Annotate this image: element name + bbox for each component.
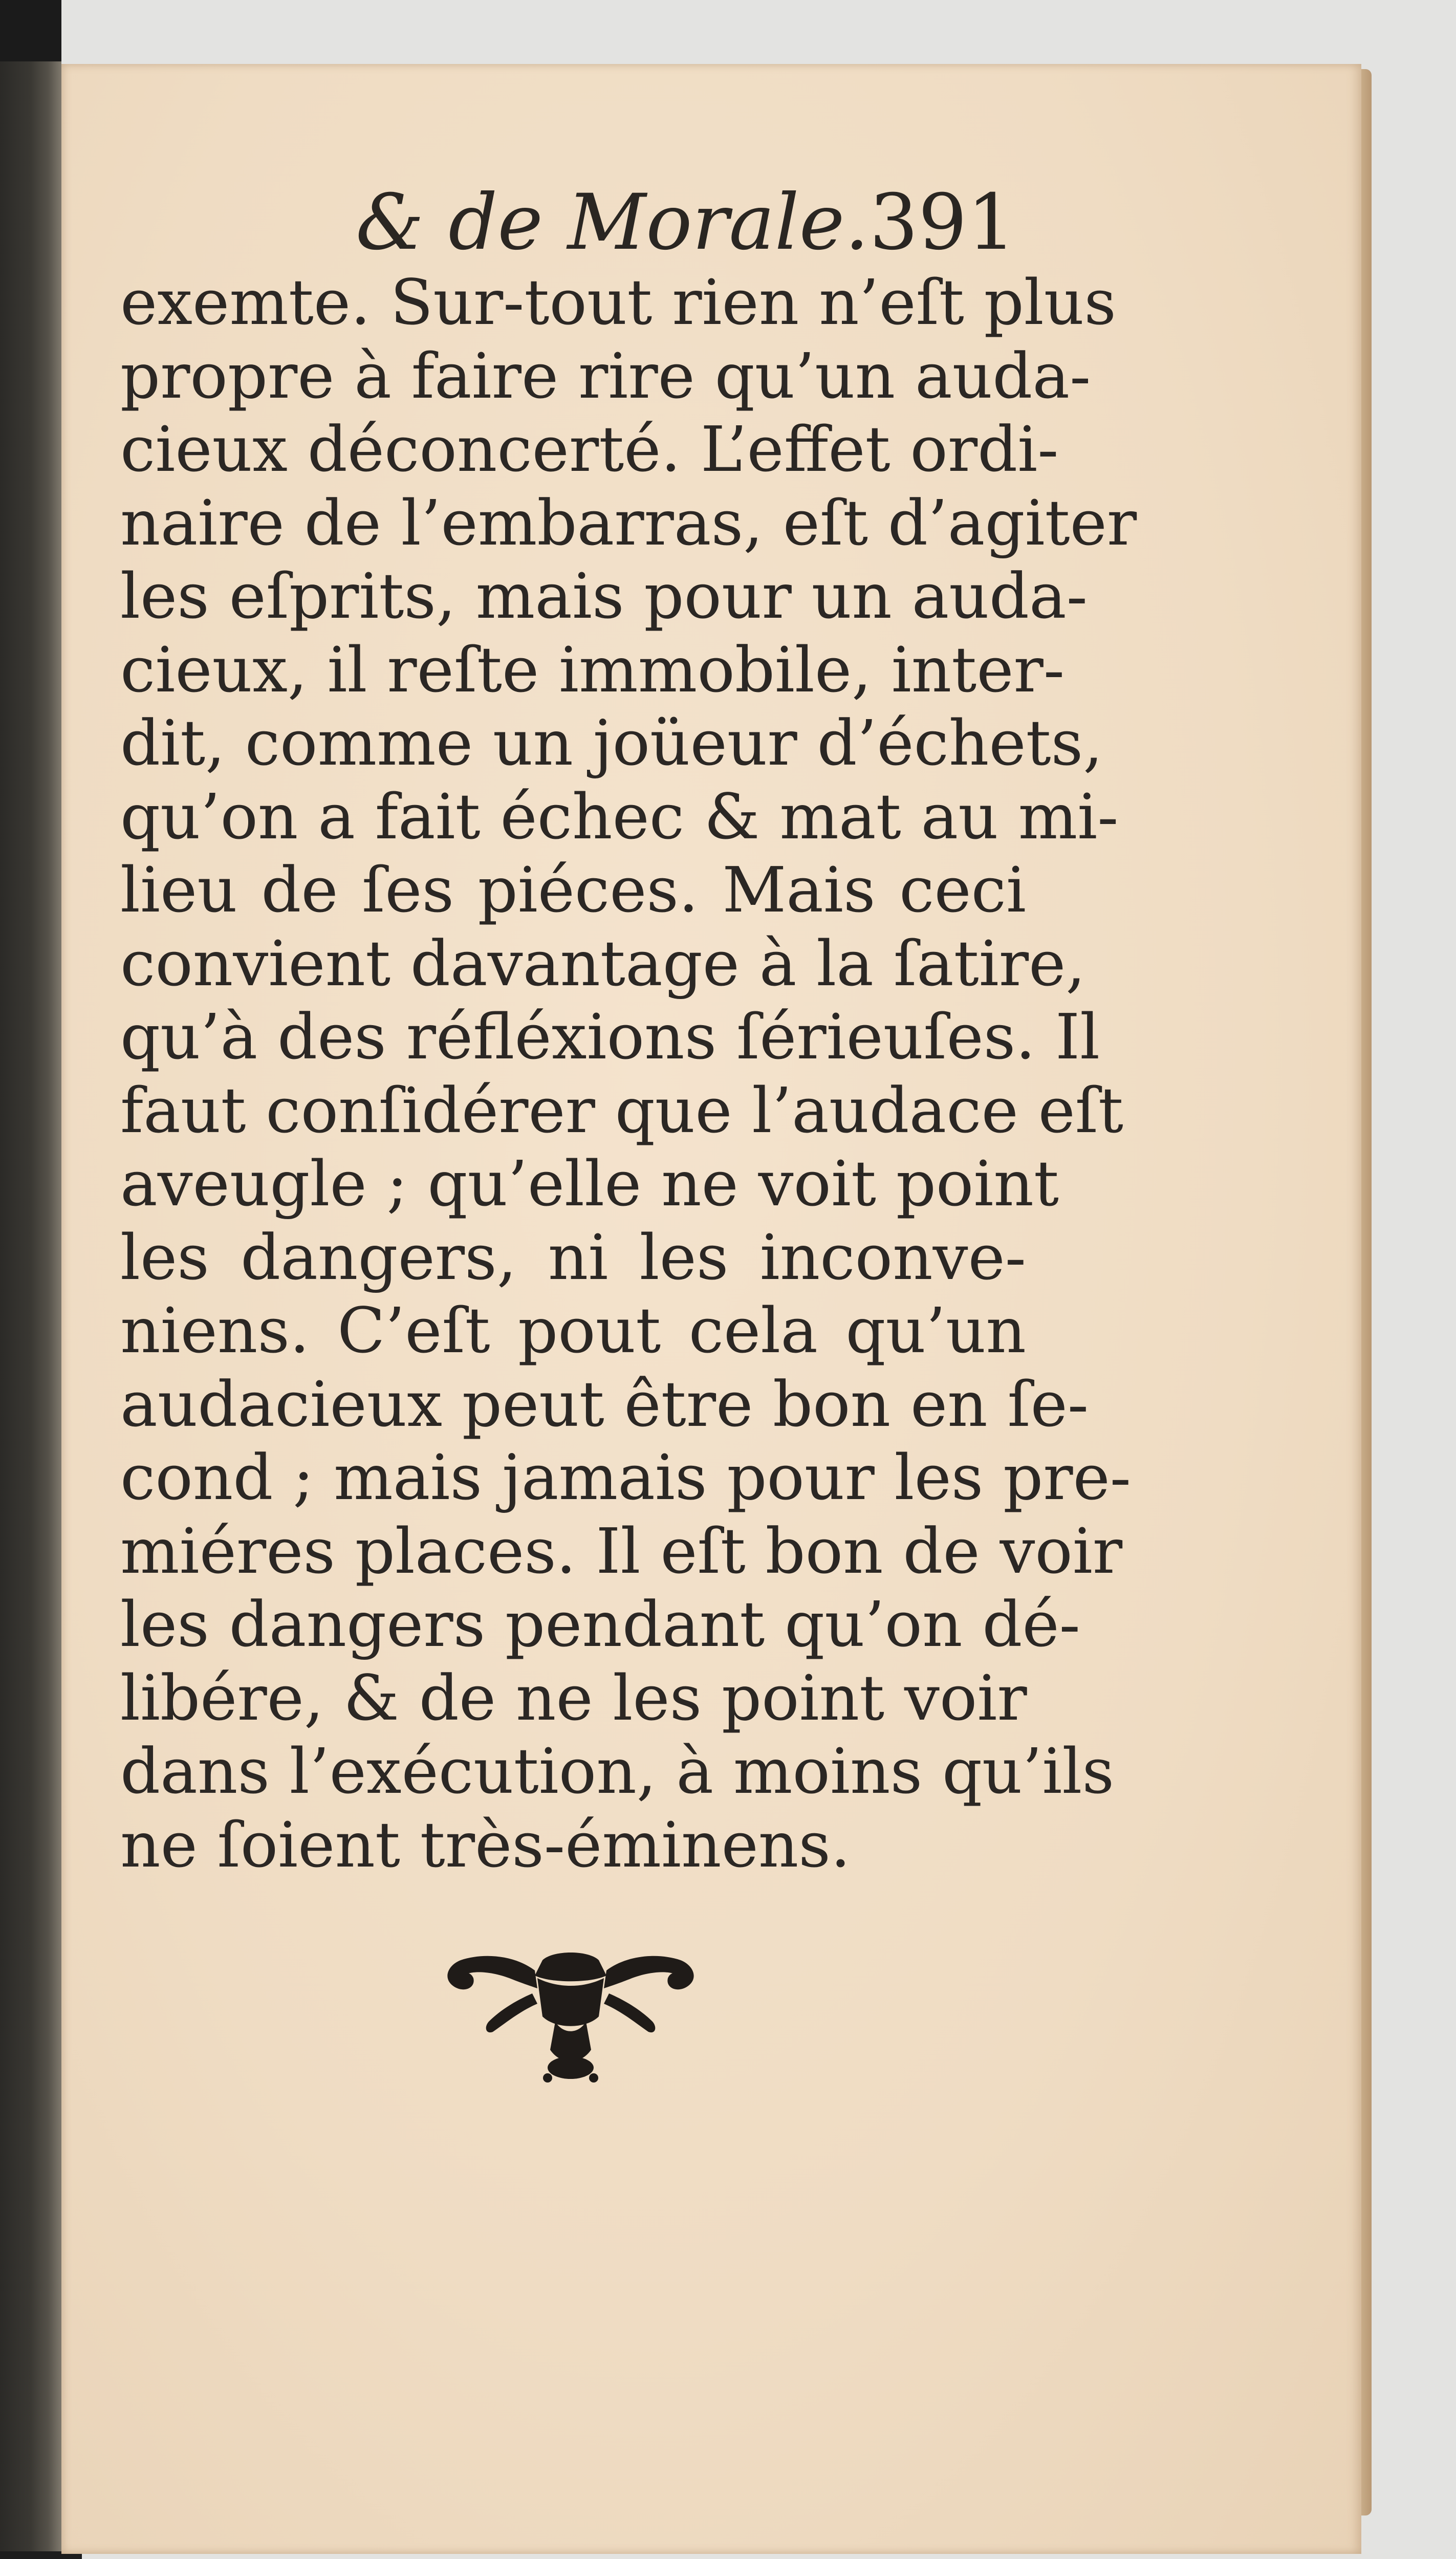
text-line: cond ; mais jamais pour les pre- — [120, 1441, 1131, 1514]
text-line: cieux, il reſte immobile, inter- — [120, 633, 1065, 706]
binding-tab-top — [0, 0, 61, 61]
book-binding — [0, 0, 61, 2559]
text-line: les eſprits, mais pour un auda- — [120, 560, 1088, 633]
text-line: dit, comme un joüeur d’échets, — [120, 707, 1103, 779]
text-line: libére, & de ne les point voir — [120, 1661, 1027, 1734]
text-line: convient davantage à la ſatire, — [120, 927, 1086, 1000]
text-line: propre à faire rire qu’un auda- — [120, 339, 1091, 413]
text-line: exemte. Sur-tout rien n’eſt plus — [120, 266, 1116, 339]
text-line: ne ſoient très-éminens. — [120, 1808, 851, 1881]
fleuron-ornament-icon — [438, 1940, 704, 2093]
text-line: faut conſidérer que l’audace eſt — [120, 1074, 1123, 1147]
text-line: les dangers pendant qu’on dé- — [120, 1588, 1080, 1661]
text-line: cieux déconcerté. L’effet ordi- — [120, 413, 1059, 486]
text-line: lieu de ſes piéces. Mais ceci — [120, 854, 1026, 926]
text-line: aveugle ; qu’elle ne voit point — [120, 1147, 1059, 1220]
text-line: dans l’exécution, à moins qu’ils — [120, 1735, 1115, 1808]
running-title: & de Morale. — [356, 178, 870, 267]
page-number: 391 — [869, 178, 1016, 267]
text-line: les dangers, ni les inconve- — [120, 1221, 1026, 1294]
text-line: miéres places. Il eſt bon de voir — [120, 1514, 1123, 1588]
text-line: niens. C’eſt pout cela qu’un — [120, 1294, 1026, 1367]
text-line: qu’à des réfléxions ſérieuſes. Il — [120, 1001, 1100, 1073]
text-line: audacieux peut être bon en ſe- — [120, 1368, 1089, 1441]
text-line: naire de l’embarras, eſt d’agiter — [120, 486, 1137, 559]
text-line: qu’on a fait échec & mat au mi- — [120, 780, 1119, 853]
page-header — [120, 171, 1016, 274]
body-text — [120, 266, 1137, 1882]
